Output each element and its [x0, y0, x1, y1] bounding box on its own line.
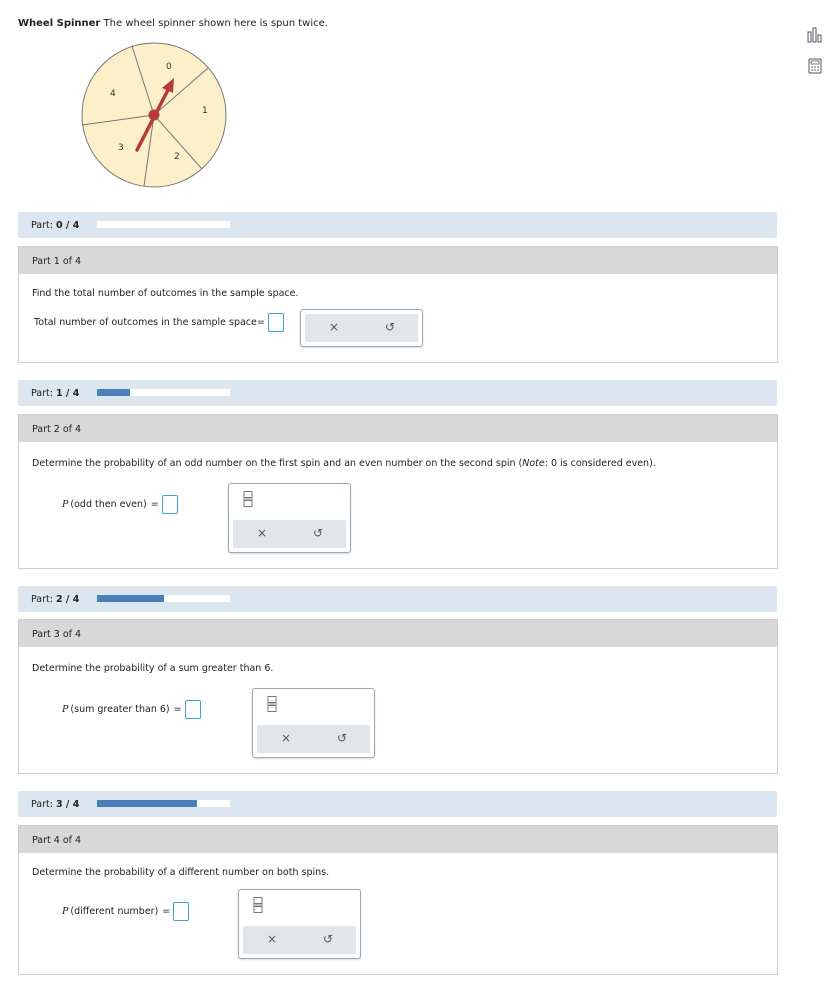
- question-text: Determine the probability of a different number on both spins.: [32, 867, 330, 878]
- part-header: Part 1 of 4: [19, 247, 777, 274]
- part-2-panel: [18, 414, 778, 569]
- progress-track: [97, 800, 230, 807]
- progress-track: [97, 595, 230, 602]
- part-1-panel: [18, 246, 778, 363]
- fraction-icon[interactable]: [253, 897, 263, 913]
- part-progress-bar: [18, 212, 777, 238]
- answer-input[interactable]: [173, 902, 189, 921]
- clear-button[interactable]: ×: [266, 932, 278, 946]
- bar-chart-icon[interactable]: [806, 26, 824, 44]
- progress-label: Part:: [31, 220, 53, 231]
- calculator-icon[interactable]: [806, 57, 824, 75]
- problem-description: The wheel spinner shown here is spun twice.: [103, 18, 328, 29]
- answer-toolbox: [238, 889, 361, 959]
- answer-label: Total number of outcomes in the sample space: [34, 317, 257, 328]
- wheel-spinner: [78, 40, 234, 200]
- progress-fill: [97, 595, 164, 602]
- part-header: Part 3 of 4: [19, 620, 777, 647]
- answer-toolbox: [252, 688, 375, 758]
- answer-line: P ( odd then even ) =: [62, 495, 178, 514]
- part-progress-bar: [18, 586, 777, 612]
- progress-value: 0 / 4: [56, 220, 80, 231]
- progress-fill: [97, 389, 130, 396]
- sector-label-1: 1: [202, 106, 208, 116]
- progress-label: Part:: [31, 388, 53, 399]
- progress-value: 3 / 4: [56, 799, 80, 810]
- undo-button[interactable]: ↺: [322, 932, 334, 946]
- undo-button[interactable]: ↺: [336, 731, 348, 745]
- problem-intro: [18, 18, 328, 29]
- part-3-panel: [18, 619, 778, 774]
- progress-track: [97, 389, 230, 396]
- clear-button[interactable]: ×: [256, 526, 268, 540]
- progress-label: Part:: [31, 799, 53, 810]
- part-progress-bar: [18, 791, 777, 817]
- progress-value: 2 / 4: [56, 594, 80, 605]
- fraction-icon[interactable]: [243, 491, 253, 507]
- sector-label-3: 3: [118, 143, 124, 153]
- answer-label: sum greater than 6: [74, 704, 166, 715]
- undo-button[interactable]: ↺: [384, 320, 396, 334]
- answer-toolbox: [300, 309, 423, 347]
- part-header: Part 2 of 4: [19, 415, 777, 442]
- part-4-panel: [18, 825, 778, 975]
- sector-label-4: 4: [110, 89, 116, 99]
- part-progress-bar: [18, 380, 777, 406]
- sector-label-2: 2: [174, 152, 180, 162]
- answer-line: P ( sum greater than 6 ) =: [62, 700, 201, 719]
- question-text: Determine the probability of a sum greater than 6.: [32, 663, 274, 674]
- progress-track: [97, 221, 230, 228]
- answer-line: Total number of outcomes in the sample space =: [34, 313, 284, 332]
- answer-input[interactable]: [185, 700, 201, 719]
- progress-fill: [97, 800, 197, 807]
- progress-label: Part:: [31, 594, 53, 605]
- answer-line: P ( different number ) =: [62, 902, 189, 921]
- clear-button[interactable]: ×: [328, 320, 340, 334]
- answer-label: different number: [74, 906, 155, 917]
- progress-value: 1 / 4: [56, 388, 80, 399]
- undo-button[interactable]: ↺: [312, 526, 324, 540]
- clear-button[interactable]: ×: [280, 731, 292, 745]
- answer-label: odd then even: [74, 499, 143, 510]
- answer-toolbox: [228, 483, 351, 553]
- part-header: Part 4 of 4: [19, 826, 777, 853]
- answer-input[interactable]: [162, 495, 178, 514]
- answer-input[interactable]: [268, 313, 284, 332]
- sector-label-0: 0: [166, 62, 172, 72]
- question-text: Find the total number of outcomes in the sample space.: [32, 288, 299, 299]
- problem-title: Wheel Spinner: [18, 18, 101, 29]
- question-text: Determine the probability of an odd number on the first spin and an even number on the second spin (Note: 0 is considered even).: [32, 458, 656, 469]
- fraction-icon[interactable]: [267, 696, 277, 712]
